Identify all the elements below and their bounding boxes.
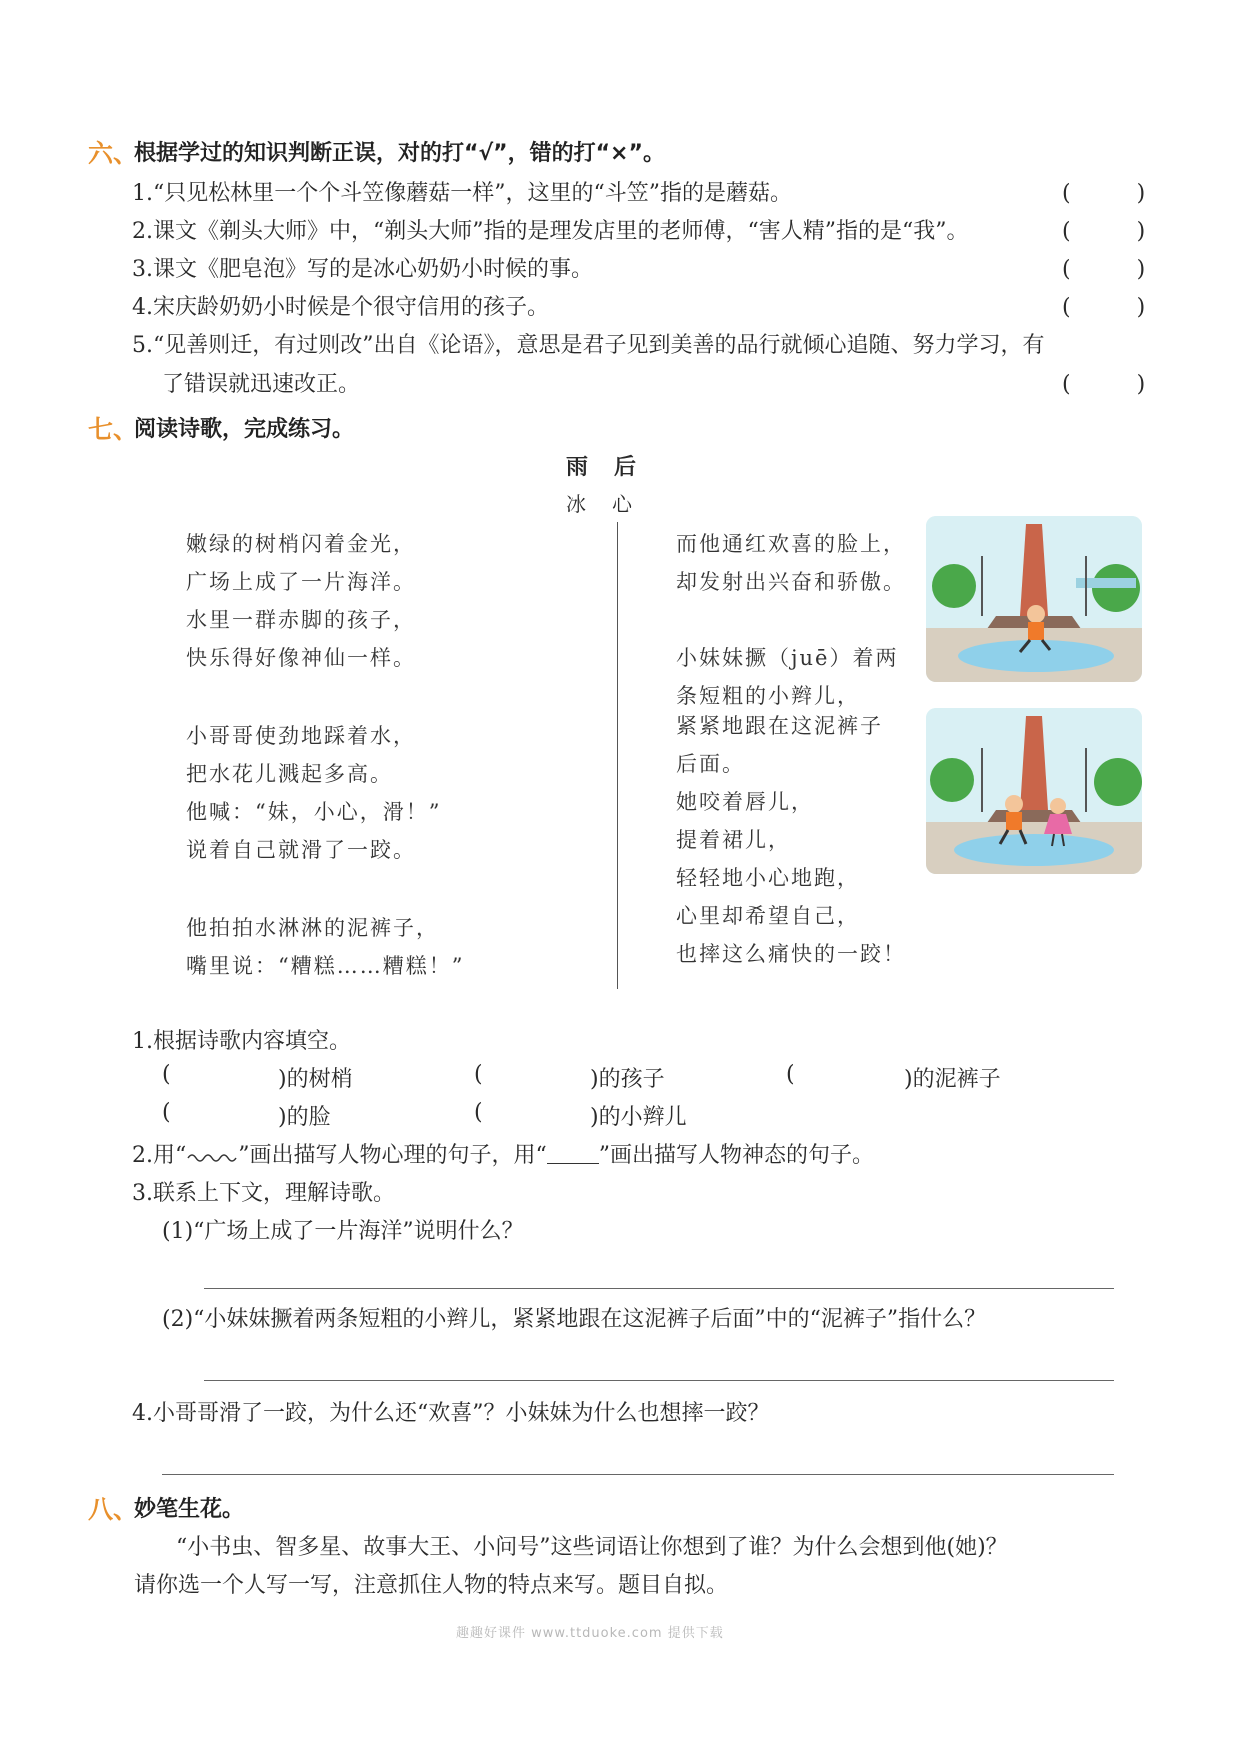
fill-blank: )的泥裤子	[904, 1067, 1001, 1092]
section-number: 八、	[88, 1495, 139, 1524]
fill-blank: )的脸	[278, 1105, 331, 1130]
fill-blank: )的孩子	[590, 1067, 665, 1092]
section-number: 六、	[88, 139, 139, 168]
footer-watermark: 趣趣好课件 www.ttduoke.com 提供下载	[456, 1626, 724, 1641]
poem-author: 冰心	[566, 492, 658, 516]
answer-line[interactable]	[162, 1474, 1114, 1475]
column-divider	[617, 522, 618, 989]
question-1: 1.根据诗歌内容填空。	[132, 1029, 351, 1054]
poem-line: 把水花儿溅起多高。	[186, 762, 393, 786]
question-2-part-c: ”画出描写人物神态的句子。	[598, 1143, 874, 1168]
poem-line: 嘴里说：“糟糕……糟糕！”	[186, 954, 465, 978]
section-title: 阅读诗歌，完成练习。	[134, 417, 355, 442]
poem-line: 小妹妹撅（juē）着两	[676, 646, 899, 670]
wavy-line-icon	[186, 1150, 238, 1164]
section-title: 妙笔生花。	[134, 1497, 245, 1522]
question-2-part-b: ”画出描写人物心理的句子，用“	[238, 1143, 547, 1168]
question-item: 1.“只见松林里一个个斗笠像蘑菇一样”，这里的“斗笠”指的是蘑菇。	[132, 181, 792, 206]
poem-line: 他喊：“妹，小心，滑！”	[186, 800, 442, 824]
answer-line[interactable]	[204, 1380, 1114, 1381]
poem-line: 说着自己就滑了一跤。	[186, 838, 416, 862]
poem-line: 也摔这么痛快的一跤！	[676, 942, 906, 966]
fill-blank: )的树梢	[278, 1067, 353, 1092]
answer-parentheses[interactable]: ( )	[1062, 295, 1146, 320]
illustration-monument-boy	[926, 516, 1142, 682]
question-item: 5.“见善则迁，有过则改”出自《论语》，意思是君子见到美善的品行就倾心追随、努力学习，有	[132, 333, 1045, 358]
poem-line: 条短粗的小辫儿，	[676, 684, 860, 708]
question-item: 4.宋庆龄奶奶小时候是个很守信用的孩子。	[132, 295, 549, 320]
answer-parentheses[interactable]: ( )	[1062, 219, 1146, 244]
answer-line[interactable]	[204, 1288, 1114, 1289]
question-2	[132, 1138, 874, 1169]
poem-line: 而他通红欢喜的脸上，	[676, 532, 906, 556]
poem-line: 紧紧地跟在这泥裤子	[676, 714, 883, 738]
question-3-2: (2)“小妹妹撅着两条短粗的小辫儿，紧紧地跟在这泥裤子后面”中的“泥裤子”指什么？	[162, 1307, 987, 1332]
illustration-monument-children	[926, 708, 1142, 874]
poem-line: 小哥哥使劲地踩着水，	[186, 724, 416, 748]
poem-line: 她咬着唇儿，	[676, 790, 814, 814]
section-number: 七、	[88, 415, 139, 444]
poem-line: 嫩绿的树梢闪着金光，	[186, 532, 416, 556]
poem-line: 后面。	[676, 752, 745, 776]
poem-line: 广场上成了一片海洋。	[186, 570, 416, 594]
answer-parentheses[interactable]: ( )	[1062, 372, 1146, 397]
fill-blank-open[interactable]: (	[162, 1100, 171, 1125]
poem-line: 却发射出兴奋和骄傲。	[676, 570, 906, 594]
question-item-continued: 了错误就迅速改正。	[162, 372, 361, 397]
section-title: 根据学过的知识判断正误，对的打“√”，错的打“×”。	[134, 141, 665, 166]
writing-prompt-line: 请你选一个人写一写，注意抓住人物的特点来写。题目自拟。	[134, 1573, 729, 1598]
poem-title: 雨后	[566, 455, 663, 480]
question-4: 4.小哥哥滑了一跤，为什么还“欢喜”？小妹妹为什么也想摔一跤？	[132, 1401, 770, 1426]
poem-line: 他拍拍水淋淋的泥裤子，	[186, 916, 439, 940]
question-item: 3.课文《肥皂泡》写的是冰心奶奶小时候的事。	[132, 257, 593, 282]
fill-blank-open[interactable]: (	[162, 1062, 171, 1087]
poem-line: 提着裙儿，	[676, 828, 791, 852]
question-3-1: (1)“广场上成了一片海洋”说明什么？	[162, 1219, 524, 1244]
answer-parentheses[interactable]: ( )	[1062, 181, 1146, 206]
writing-prompt-line: “小书虫、智多星、故事大王、小问号”这些词语让你想到了谁？为什么会想到他(她)？	[176, 1535, 1008, 1560]
poem-line: 水里一群赤脚的孩子，	[186, 608, 416, 632]
poem-line: 轻轻地小心地跑，	[676, 866, 860, 890]
question-3: 3.联系上下文，理解诗歌。	[132, 1181, 395, 1206]
poem-line: 快乐得好像神仙一样。	[186, 646, 416, 670]
straight-line-icon	[547, 1147, 599, 1164]
question-2-part-a: 2.用“	[132, 1143, 187, 1168]
question-item: 2.课文《剃头大师》中，“剃头大师”指的是理发店里的老师傅，“害人精”指的是“我”。	[132, 219, 969, 244]
answer-parentheses[interactable]: ( )	[1062, 257, 1146, 282]
poem-line: 心里却希望自己，	[676, 904, 860, 928]
fill-blank: )的小辫儿	[590, 1105, 687, 1130]
fill-blank-open[interactable]: (	[786, 1062, 795, 1087]
fill-blank-open[interactable]: (	[474, 1062, 483, 1087]
fill-blank-open[interactable]: (	[474, 1100, 483, 1125]
